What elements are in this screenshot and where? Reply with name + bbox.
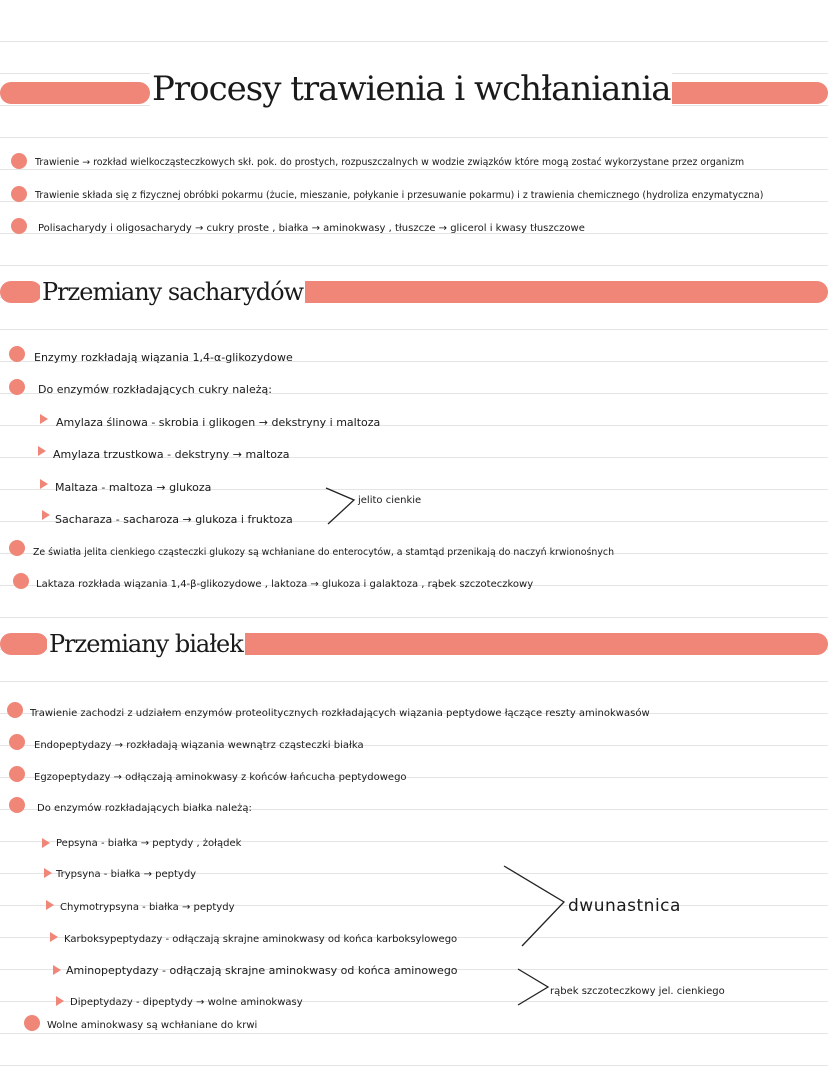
saccharides-enzyme-2: Amylaza trzustkowa - dekstryny → maltoza — [53, 448, 290, 461]
title-band-left — [0, 82, 150, 104]
proteins-enzyme-3: Chymotrypsyna - białka → peptydy — [60, 902, 235, 913]
saccharides-enzyme-4: Sacharaza - sacharoza → glukoza i fruktoza — [55, 513, 293, 526]
brace-label-jelito: jelito cienkie — [358, 495, 422, 506]
sub-bullet-triangle — [38, 446, 46, 456]
proteins-enzyme-5: Aminopeptydazy - odłączają skrajne aminokwasy od końca aminowego — [66, 964, 458, 977]
section-heading-proteins: Przemiany białek — [47, 627, 245, 661]
proteins-point-3: Egzopeptydazy → odłączają aminokwasy z końców łańcucha peptydowego — [34, 772, 407, 783]
section-heading-saccharides: Przemiany sacharydów — [40, 275, 305, 309]
section-band-left — [0, 633, 48, 655]
bullet-dot — [11, 153, 27, 169]
brace-label-rabek: rąbek szczoteczkowy jel. cienkiego — [550, 986, 725, 997]
bullet-dot — [9, 766, 25, 782]
bullet-dot — [11, 218, 27, 234]
proteins-enzyme-6: Dipeptydazy - dipeptydy → wolne aminokwasy — [70, 997, 303, 1008]
sub-bullet-triangle — [46, 900, 54, 910]
bullet-dot — [24, 1015, 40, 1031]
sub-bullet-triangle — [56, 996, 64, 1006]
proteins-point-1: Trawienie zachodzi z udziałem enzymów proteolitycznych rozkładających wiązania peptydowe łączące reszty aminokwasów — [30, 708, 650, 719]
saccharides-enzyme-1: Amylaza ślinowa - skrobia i glikogen → dekstryny i maltoza — [56, 416, 381, 429]
brace-jelito — [320, 480, 360, 530]
saccharides-point-2: Do enzymów rozkładających cukry należą: — [38, 383, 272, 396]
saccharides-after-2: Laktaza rozkłada wiązania 1,4-β-glikozydowe , laktoza → glukoza i galaktoza , rąbek szczoteczkowy — [36, 579, 534, 590]
sub-bullet-triangle — [40, 414, 48, 424]
bullet-dot — [9, 379, 25, 395]
proteins-enzyme-2: Trypsyna - białka → peptydy — [56, 869, 197, 880]
proteins-final: Wolne aminokwasy są wchłaniane do krwi — [47, 1020, 258, 1031]
saccharides-after-1: Ze światła jelita cienkiego cząsteczki glukozy są wchłaniane do enterocytów, a stamtąd przenikają do naczyń krwionośnych — [33, 547, 615, 558]
page-title: Procesy trawienia i wchłaniania — [150, 66, 672, 112]
section-band-right — [254, 281, 828, 303]
section-band-right — [212, 633, 828, 655]
saccharides-point-1: Enzymy rozkładają wiązania 1,4-α-glikozydowe — [34, 351, 293, 364]
intro-text-3: Polisacharydy i oligosacharydy → cukry proste , białka → aminokwasy , tłuszcze → glicerol i kwasy tłuszczowe — [38, 223, 585, 234]
intro-text-1: Trawienie → rozkład wielkocząsteczkowych skł. pok. do prostych, rozpuszczalnych w wodzie związków które mogą zostać wykorzystane przez organizm — [35, 157, 745, 168]
proteins-enzyme-4: Karboksypeptydazy - odłączają skrajne aminokwasy od końca karboksylowego — [64, 934, 458, 945]
bullet-dot — [11, 186, 27, 202]
intro-text-2: Trawienie składa się z fizycznej obróbki pokarmu (żucie, mieszanie, połykanie i przesuwanie pokarmu) i z trawienia chemicznego (hydroliza enzymatyczna) — [35, 190, 764, 201]
bullet-dot — [7, 702, 23, 718]
brace-dwunastnica — [498, 862, 568, 952]
proteins-point-2: Endopeptydazy → rozkładają wiązania wewnątrz cząsteczki białka — [34, 740, 364, 751]
proteins-enzyme-1: Pepsyna - białka → peptydy , żołądek — [56, 838, 242, 849]
saccharides-enzyme-3: Maltaza - maltoza → glukoza — [55, 481, 212, 494]
section-band-left — [0, 281, 42, 303]
sub-bullet-triangle — [40, 479, 48, 489]
sub-bullet-triangle — [42, 838, 50, 848]
sub-bullet-triangle — [42, 510, 50, 520]
proteins-point-4: Do enzymów rozkładających białka należą: — [37, 803, 252, 814]
brace-rabek — [512, 965, 552, 1009]
bullet-dot — [9, 346, 25, 362]
sub-bullet-triangle — [44, 868, 52, 878]
bullet-dot — [9, 540, 25, 556]
bullet-dot — [13, 573, 29, 589]
brace-label-dwunastnica: dwunastnica — [568, 896, 681, 916]
sub-bullet-triangle — [53, 965, 61, 975]
bullet-dot — [9, 797, 25, 813]
sub-bullet-triangle — [50, 932, 58, 942]
bullet-dot — [9, 734, 25, 750]
